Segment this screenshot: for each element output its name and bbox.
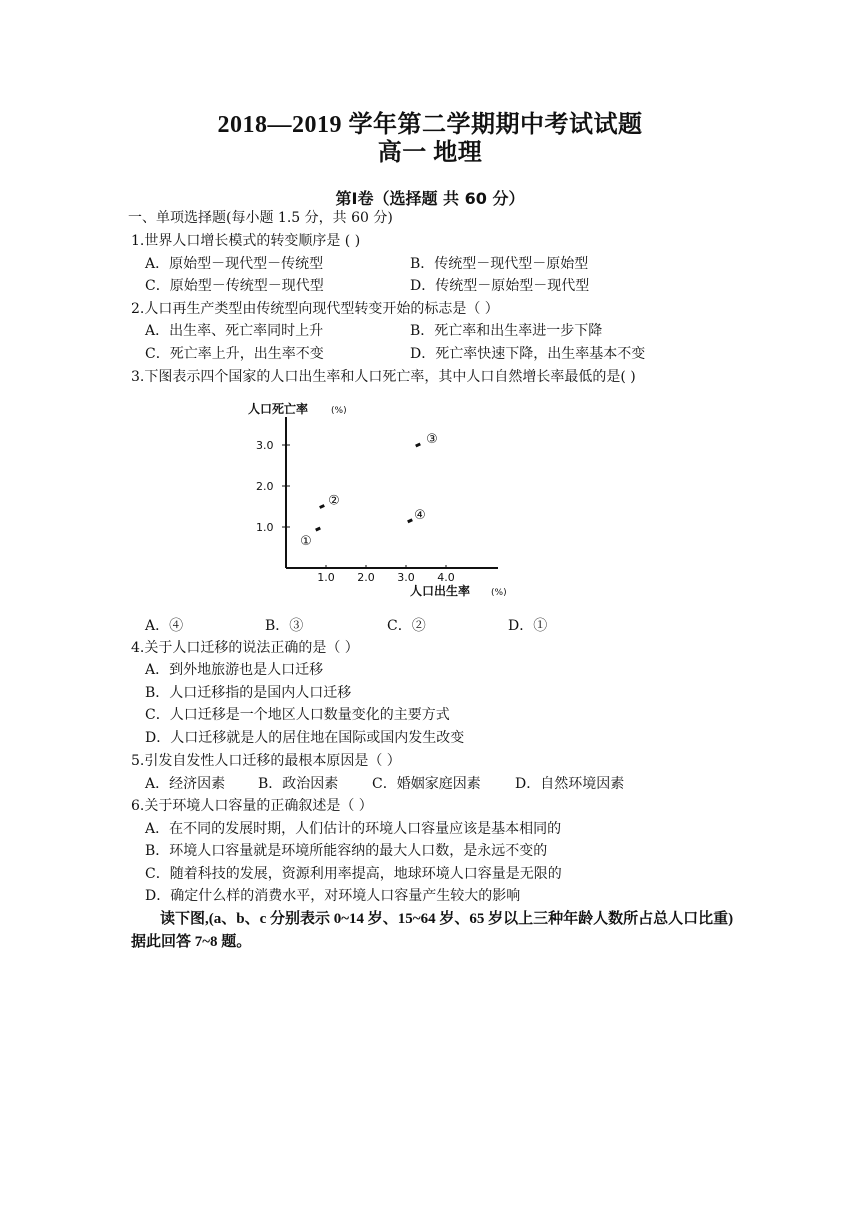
question-4-option-c: C．人口迁移是一个地区人口数量变化的主要方式 <box>145 707 450 723</box>
x-axis-label: 人口出生率 <box>410 584 471 598</box>
question-5-option-a: A．经济因素 <box>145 776 226 792</box>
question-6-option-a: A．在不同的发展时期，人们估计的环境人口容量应该是基本相同的 <box>145 821 562 837</box>
question-6-option-b: B．环境人口容量就是环境所能容纳的最大人口数，是永远不变的 <box>145 843 548 859</box>
question-4-option-b: B．人口迁移指的是国内人口迁移 <box>145 685 352 701</box>
data-point <box>319 504 325 509</box>
exam-subtitle: 高一 地理 <box>377 140 483 166</box>
question-6-stem: 6.关于环境人口容量的正确叙述是（ ） <box>131 798 373 814</box>
section-title: 第Ⅰ卷（选择题 共 60 分） <box>335 189 525 208</box>
y-axis-label: 人口死亡率 <box>248 402 309 416</box>
question-2-option-b: B．死亡率和出生率进一步下降 <box>410 323 603 339</box>
data-point <box>415 443 421 448</box>
question-1-option-d: D．传统型－原始型－现代型 <box>410 278 590 294</box>
data-point-label: ① <box>300 534 312 550</box>
question-1-option-a: A．原始型－现代型－传统型 <box>145 256 324 272</box>
y-tick-label: 1.0 <box>256 521 274 534</box>
question-1-option-c: C．原始型－传统型－现代型 <box>145 278 324 294</box>
question-1-stem: 1.世界人口增长模式的转变顺序是 ( ) <box>131 233 361 249</box>
question-2-option-d: D．死亡率快速下降，出生率基本不变 <box>410 346 646 362</box>
section-instructions: 一、单项选择题(每小题 1.5 分，共 60 分) <box>128 210 393 226</box>
question-3-option-d: D．① <box>508 618 548 634</box>
question-4-option-d: D．人口迁移就是人的居住地在国际或国内发生改变 <box>145 730 465 746</box>
question-2-stem: 2.人口再生产类型由传统型向现代型转变开始的标志是（ ） <box>131 301 499 317</box>
data-point <box>407 518 413 523</box>
data-point-label: ④ <box>414 507 426 523</box>
x-axis-unit: (%) <box>491 588 507 598</box>
x-tick-label: 1.0 <box>317 571 335 584</box>
x-tick-label: 3.0 <box>397 571 415 584</box>
question-4-stem: 4.关于人口迁移的说法正确的是（ ） <box>131 640 359 656</box>
question-3-stem: 3.下图表示四个国家的人口出生率和人口死亡率，其中人口自然增长率最低的是( ) <box>131 369 636 385</box>
question-5-option-c: C．婚姻家庭因素 <box>372 776 481 792</box>
question-5-option-d: D．自然环境因素 <box>515 776 625 792</box>
question-6-option-c: C．随着科技的发展，资源利用率提高，地球环境人口容量是无限的 <box>145 866 562 882</box>
y-tick-label: 2.0 <box>256 480 274 493</box>
question-2-option-a: A．出生率、死亡率同时上升 <box>145 323 324 339</box>
reading-prompt-line-2: 据此回答 7~8 题。 <box>131 934 252 950</box>
question-3-option-c: C．② <box>387 618 426 634</box>
question-3-option-b: B．③ <box>265 618 304 634</box>
question-1-option-b: B．传统型－现代型－原始型 <box>410 256 589 272</box>
question-6-option-d: D．确定什么样的消费水平，对环境人口容量产生较大的影响 <box>145 888 521 904</box>
question-3-option-a: A．④ <box>145 618 184 634</box>
data-point <box>315 527 321 532</box>
exam-title: 2018—2019 学年第二学期期中考试试题 <box>217 112 643 138</box>
y-tick-label: 3.0 <box>256 439 274 452</box>
birth-death-rate-chart <box>240 395 530 605</box>
question-4-option-a: A．到外地旅游也是人口迁移 <box>145 662 324 678</box>
question-5-option-b: B．政治因素 <box>258 776 339 792</box>
reading-prompt-line-1: 读下图,(a、b、c 分别表示 0~14 岁、15~64 岁、65 岁以上三种年龄人数所占总人口比重) <box>160 911 734 927</box>
x-tick-label: 4.0 <box>437 571 455 584</box>
question-5-stem: 5.引发自发性人口迁移的最根本原因是（ ） <box>131 753 401 769</box>
question-2-option-c: C．死亡率上升，出生率不变 <box>145 346 324 362</box>
y-axis-unit: (%) <box>331 406 347 416</box>
data-point-label: ② <box>328 493 340 509</box>
data-point-label: ③ <box>426 432 438 447</box>
x-tick-label: 2.0 <box>357 571 375 584</box>
